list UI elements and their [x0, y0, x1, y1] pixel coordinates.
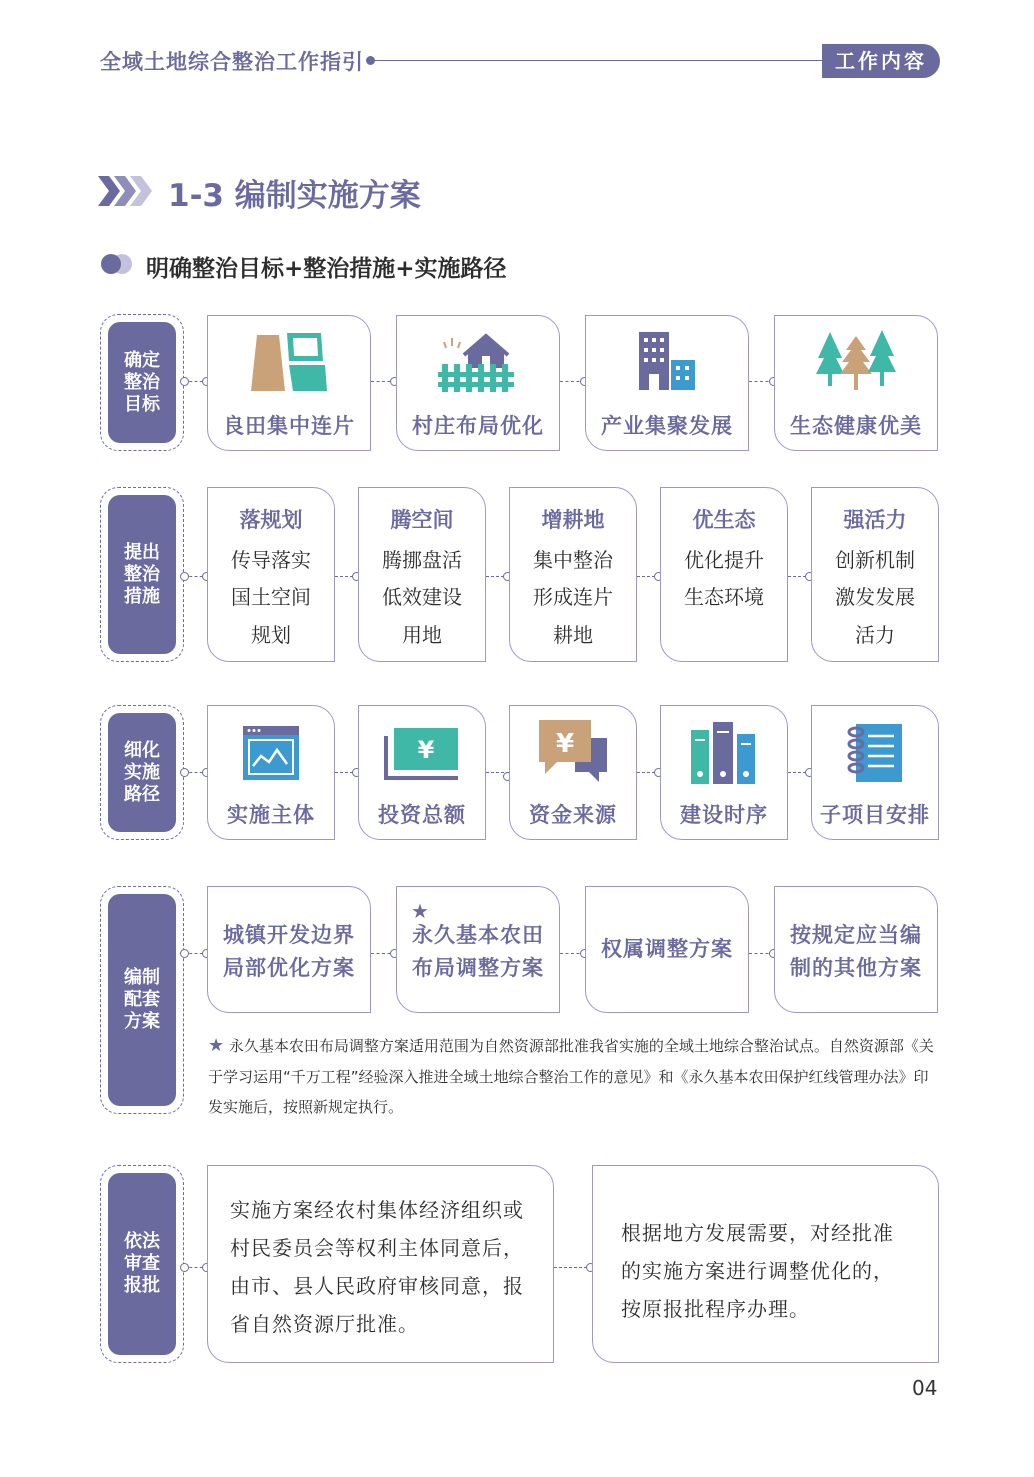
money-chat-icon	[535, 718, 611, 784]
measure-line: 规划	[251, 623, 291, 647]
goal-card-label: 产业集聚发展	[601, 414, 733, 438]
banknote-icon	[382, 724, 462, 782]
section-subtitle: 明确整治目标+整治措施+实施路径	[146, 256, 507, 282]
measure-card-space	[358, 487, 486, 662]
star-icon: ★	[411, 899, 429, 923]
header-dot	[366, 56, 375, 65]
plan-line: 局部优化方案	[223, 956, 355, 980]
svg-text:¥: ¥	[555, 729, 575, 759]
goal-card-farmland	[207, 315, 371, 451]
connector-dot	[180, 768, 189, 777]
measure-line: 传导落实	[231, 548, 311, 572]
connector-dot	[180, 1263, 189, 1272]
plan-line: 按规定应当编	[790, 923, 922, 947]
path-card-funding	[509, 705, 637, 840]
row-tab-paths	[100, 705, 184, 840]
path-card-label: 建设时序	[680, 803, 768, 827]
measure-line: 优化提升	[684, 548, 764, 572]
measure-title: 优生态	[692, 508, 756, 532]
goal-card-industry	[585, 315, 749, 451]
approval-line: 由市、县人民政府审核同意，报	[230, 1274, 524, 1298]
path-card-label: 子项目安排	[820, 803, 930, 827]
measure-line: 腾挪盘活	[382, 548, 462, 572]
measure-line: 活力	[855, 623, 895, 647]
plan-line: 布局调整方案	[412, 956, 544, 980]
measure-line: 低效建设	[382, 585, 462, 609]
path-card-subprojects	[811, 705, 939, 840]
plan-card-ownership	[585, 886, 749, 1013]
header-tab: 工作内容	[822, 44, 940, 78]
plan-line: 权属调整方案	[601, 937, 733, 961]
connector-dot	[180, 572, 189, 581]
measure-card-vitality	[811, 487, 939, 662]
approval-card-main	[207, 1165, 554, 1363]
farmland-icon	[249, 331, 329, 395]
row-label-goals: 确定 整治 目标	[124, 349, 160, 415]
village-house-icon	[438, 328, 518, 394]
plan-line: 永久基本农田	[412, 923, 544, 947]
measure-line: 集中整治	[533, 548, 613, 572]
row-tab-approval	[100, 1165, 184, 1363]
approval-card-adjust	[592, 1165, 939, 1363]
row-label-paths: 细化 实施 路径	[124, 739, 160, 805]
measure-line: 形成连片	[533, 585, 613, 609]
page-number: 04	[912, 1376, 938, 1400]
measure-card-ecology	[660, 487, 788, 662]
goal-card-label: 生态健康优美	[790, 414, 922, 438]
path-card-investment	[358, 705, 486, 840]
goal-card-label: 村庄布局优化	[412, 414, 544, 438]
measure-card-farmland	[509, 487, 637, 662]
measure-title: 增耕地	[541, 508, 605, 532]
path-card-entity	[207, 705, 335, 840]
measure-line: 创新机制	[835, 548, 915, 572]
plan-card-basic-farmland	[396, 886, 560, 1013]
plans-footnote	[208, 1031, 938, 1123]
footnote-text: 永久基本农田布局调整方案适用范围为自然资源部批准我省实施的全域土地综合整治试点。自然资源部《关于学习运用“千万工程”经验深入推进全域土地综合整治工作的意见》和《永久基本农田保护红线管理办法》印发实施后，按照新规定执行。	[208, 1037, 934, 1116]
measure-line: 生态环境	[684, 585, 764, 609]
header-title: 全域土地综合整治工作指引	[100, 50, 364, 74]
connector-dot	[180, 377, 189, 386]
svg-text:¥: ¥	[417, 736, 435, 764]
row-tab-goals	[100, 314, 184, 451]
plan-line: 城镇开发边界	[223, 923, 355, 947]
measure-card-planning	[207, 487, 335, 662]
goal-card-ecology	[774, 315, 938, 451]
measure-line: 耕地	[553, 623, 593, 647]
goal-card-village	[396, 315, 560, 451]
trees-icon	[816, 328, 896, 396]
plan-card-other	[774, 886, 938, 1013]
section-title: 1-3 编制实施方案	[168, 178, 421, 214]
approval-line: 的实施方案进行调整优化的，	[621, 1259, 894, 1283]
approval-line: 村民委员会等权利主体同意后，	[230, 1236, 524, 1260]
chart-window-icon	[241, 724, 301, 782]
path-card-label: 实施主体	[227, 803, 315, 827]
bullet-dots-icon	[100, 252, 136, 276]
connector-dot	[180, 949, 189, 958]
measure-line: 激发发展	[835, 585, 915, 609]
approval-line: 实施方案经农村集体经济组织或	[230, 1198, 524, 1222]
row-label-measures: 提出 整治 措施	[124, 541, 160, 607]
measure-line: 国土空间	[231, 585, 311, 609]
row-label-plans: 编制 配套 方案	[124, 967, 160, 1032]
row-tab-measures	[100, 487, 184, 662]
chevrons-icon	[98, 176, 156, 206]
path-card-schedule	[660, 705, 788, 840]
measure-title: 腾空间	[390, 508, 454, 532]
measure-title: 强活力	[843, 508, 907, 532]
path-card-label: 投资总额	[378, 803, 466, 827]
approval-line: 按原报批程序办理。	[621, 1297, 810, 1321]
buildings-icon	[635, 330, 699, 392]
approval-line: 根据地方发展需要，对经批准	[621, 1221, 894, 1245]
star-icon: ★	[208, 1035, 225, 1056]
header-line	[375, 60, 825, 61]
measure-line: 用地	[402, 623, 442, 647]
row-label-approval: 依法 审查 报批	[124, 1231, 160, 1296]
row-tab-plans	[100, 886, 184, 1114]
goal-card-label: 良田集中连片	[223, 414, 355, 438]
binders-icon	[689, 720, 759, 786]
measure-title: 落规划	[239, 508, 303, 532]
notebook-icon	[846, 722, 904, 784]
plan-card-urban-boundary	[207, 886, 371, 1013]
path-card-label: 资金来源	[529, 803, 617, 827]
approval-line: 省自然资源厅批准。	[230, 1312, 419, 1336]
plan-line: 制的其他方案	[790, 956, 922, 980]
